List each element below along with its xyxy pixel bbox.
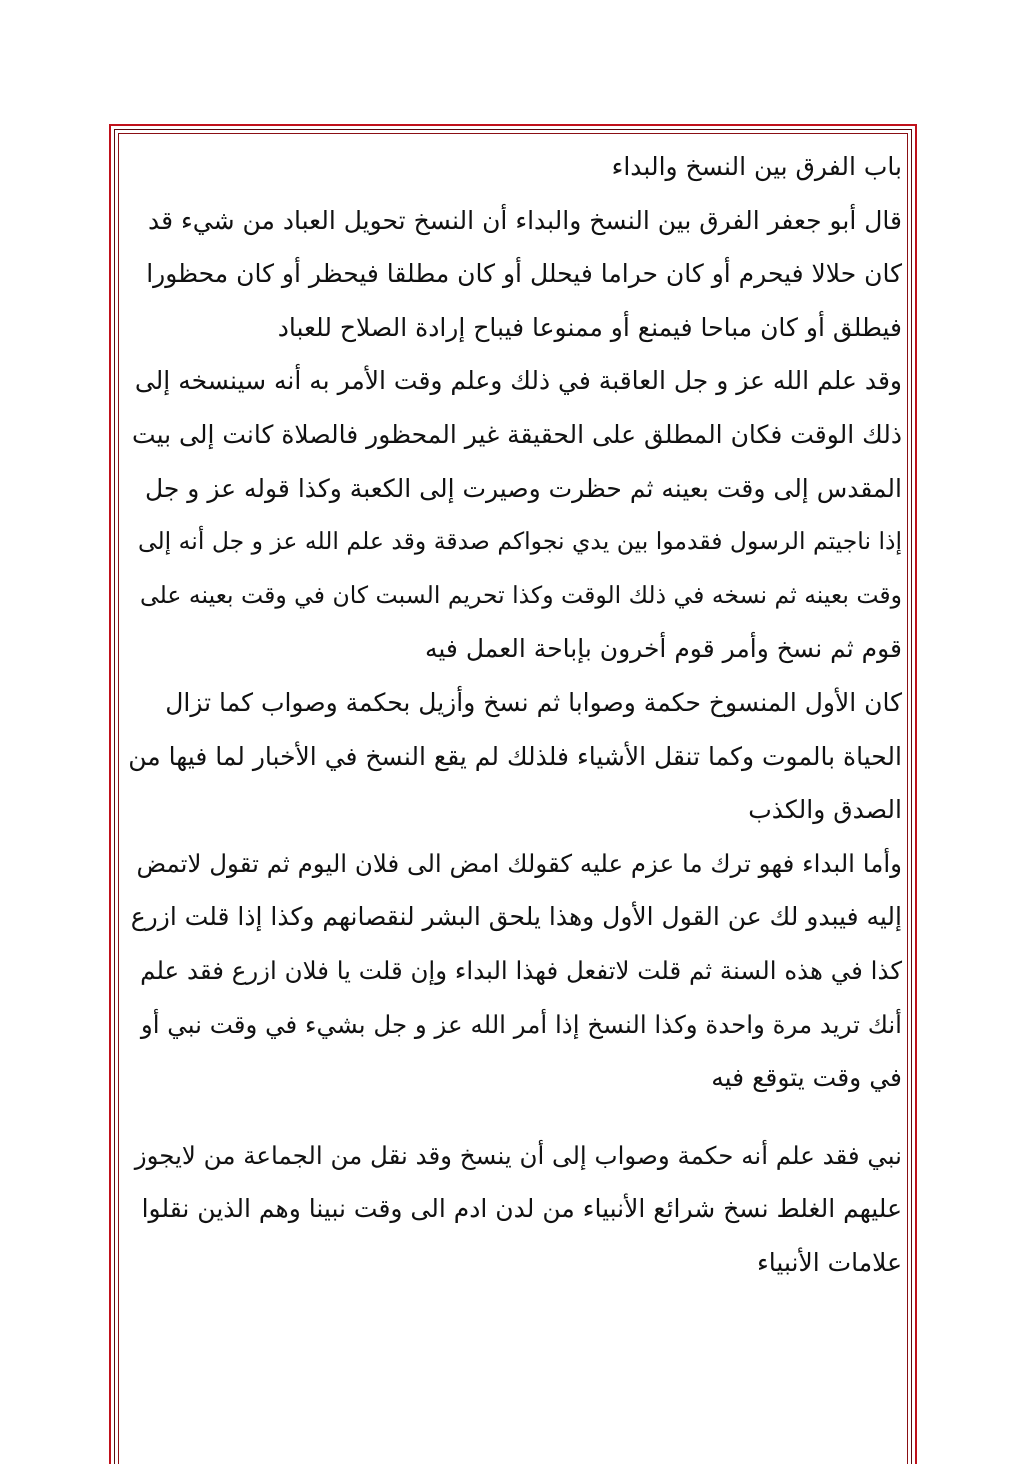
text-line: عليهم الغلط نسخ شرائع الأنبياء من لدن ادم الى وقت نبينا وهم الذين نقلوا — [141, 1194, 902, 1224]
text-line: إذا ناجيتم الرسول فقدموا بين يدي نجواكم صدقة وقد علم الله عز و جل أنه إلى — [137, 527, 902, 556]
text-line: المقدس إلى وقت بعينه ثم حظرت وصيرت إلى الكعبة وكذا قوله عز و جل — [144, 473, 902, 503]
text-line: أنك تريد مرة واحدة وكذا النسخ إذا أمر الله عز و جل بشيء في وقت نبي أو — [140, 1009, 902, 1039]
text-line: ذلك الوقت فكان المطلق على الحقيقة غير المحظور فالصلاة كانت إلى بيت — [132, 419, 902, 449]
paragraph-gap — [126, 1105, 902, 1129]
text-line: قال أبو جعفر الفرق بين النسخ والبداء أن النسخ تحويل العباد من شيء قد — [147, 205, 902, 235]
text-line: إليه فيبدو لك عن القول الأول وهذا يلحق البشر لنقصانهم وكذا إذا قلت ازرع — [130, 902, 902, 932]
text-line: الصدق والكذب — [748, 795, 902, 825]
chapter-heading: باب الفرق بين النسخ والبداء — [611, 152, 902, 181]
text-line: علامات الأنبياء — [757, 1247, 902, 1277]
text-line: كان الأول المنسوخ حكمة وصوابا ثم نسخ وأزيل بحكمة وصواب كما تزال — [165, 687, 902, 717]
text-line: وأما البداء فهو ترك ما عزم عليه كقولك امض الى فلان اليوم ثم تقول لاتمض — [136, 848, 902, 878]
text-line: قوم ثم نسخ وأمر قوم أخرون بإباحة العمل فيه — [424, 634, 902, 664]
text-line: كان حلالا فيحرم أو كان حراما فيحلل أو كان مطلقا فيحظر أو كان محظورا — [146, 259, 902, 289]
document-body — [126, 140, 902, 1289]
text-line: وقت بعينه ثم نسخه في ذلك الوقت وكذا تحريم السبت كان في وقت بعينه على — [140, 580, 902, 609]
text-line: في وقت يتوقع فيه — [711, 1063, 902, 1093]
text-line: فيطلق أو كان مباحا فيمنع أو ممنوعا فيباح إرادة الصلاح للعباد — [277, 312, 902, 342]
text-line: نبي فقد علم أنه حكمة وصواب إلى أن ينسخ وقد نقل من الجماعة من لايجوز — [134, 1140, 902, 1170]
text-line: الحياة بالموت وكما تنقل الأشياء فلذلك لم يقع النسخ في الأخبار لما فيها من — [128, 741, 902, 771]
text-line: كذا في هذه السنة ثم قلت لاتفعل فهذا البداء وإن قلت يا فلان ازرع فقد علم — [140, 955, 902, 985]
text-line: وقد علم الله عز و جل العاقبة في ذلك وعلم وقت الأمر به أنه سينسخه إلى — [134, 366, 902, 396]
